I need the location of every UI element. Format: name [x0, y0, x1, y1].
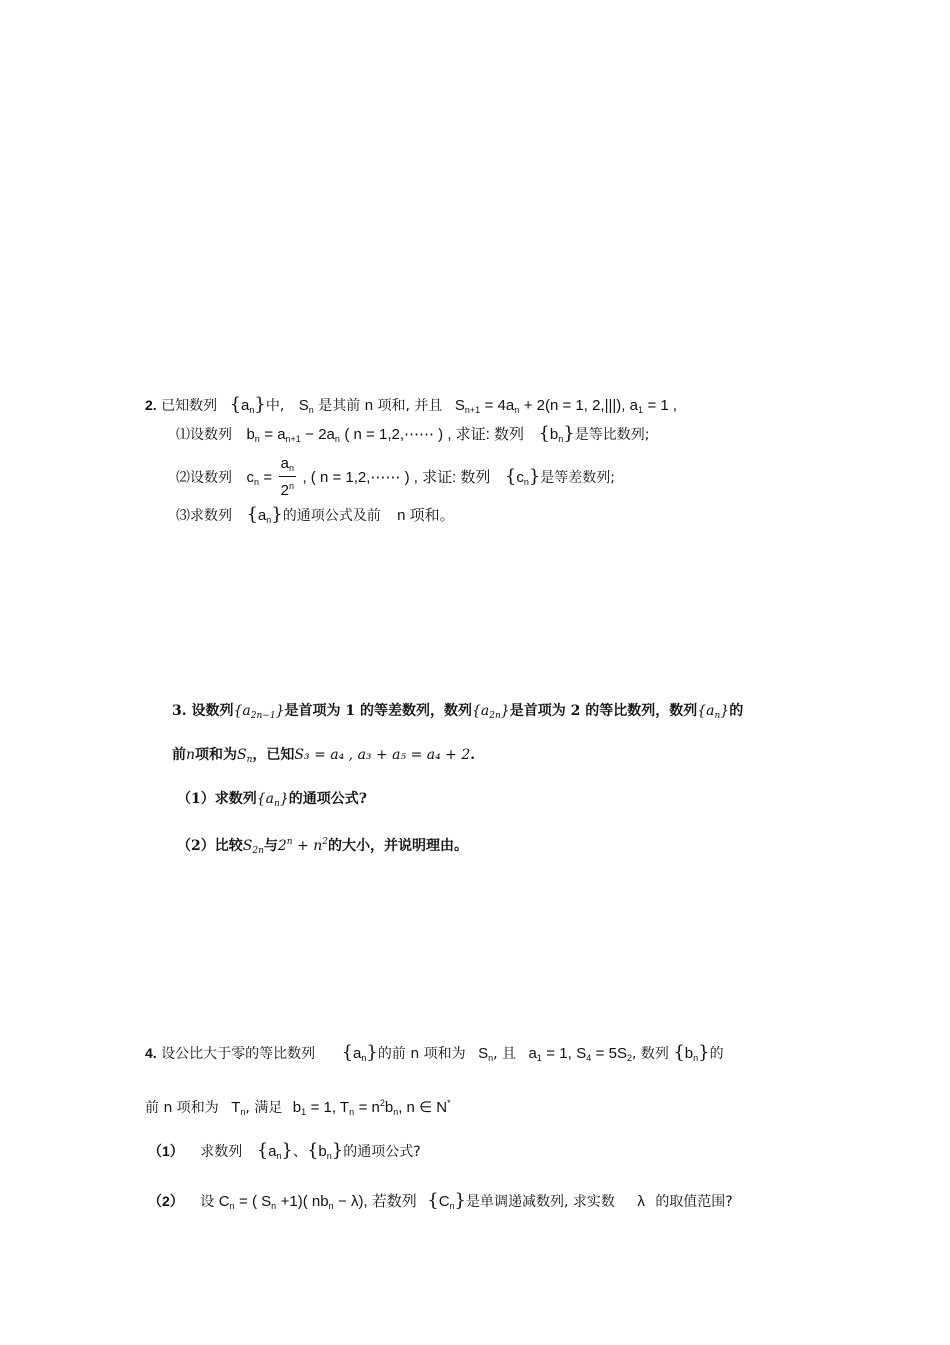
text: 是首项为 2 的等比数列，数列 — [509, 703, 698, 719]
text: 的取值范围? — [655, 1194, 733, 1210]
p3-q1: （1）求数列$\{a_n\}$的通项公式? — [177, 791, 367, 809]
text: 设 — [200, 1194, 215, 1210]
text: − 2a — [305, 426, 335, 443]
text: n 项和。 — [397, 507, 455, 524]
text: C — [218, 1193, 230, 1210]
text: 是等比数列; — [574, 427, 650, 443]
text: T — [231, 1099, 241, 1116]
text: ), a — [616, 397, 638, 414]
text: （2）比较 — [177, 838, 243, 854]
text: = 1, — [546, 1045, 572, 1062]
text: b — [292, 1099, 302, 1116]
p4-number: 4. — [145, 1045, 157, 1061]
text: 已知数列 — [161, 398, 218, 414]
text: 与 — [263, 838, 278, 854]
text: 的 — [729, 703, 744, 719]
text: 中, — [265, 398, 285, 414]
text: （1） — [148, 1143, 184, 1159]
p2-sub2: ⑵设数列 $c_n$ = $\frac{a_n}{2^n}$ , ( n = 1,2,⋯⋯ ) , 求证: 数列 $\{c_n\}$是等差数列; — [176, 455, 616, 499]
text: ( n = 1,2,⋯⋯ ) , 求证: 数列 — [344, 426, 524, 443]
text: n 项和为 — [410, 1046, 466, 1062]
brace: } — [254, 394, 266, 415]
text: 的前 — [377, 1046, 406, 1062]
text: , n ∈ N — [398, 1099, 448, 1116]
text: 2 — [280, 482, 289, 499]
p2-line1: 2. 已知数列 $\{a_n\}$中, $S_n$ 是其前 n 项和, 并且 $S_{n+1} = 4a_n + 2(n = 1$, 2,|||), $a_1 = 1$ , — [145, 394, 678, 415]
text: , 满足 — [245, 1100, 283, 1116]
text: b — [246, 426, 255, 443]
text: 的通项公式? — [343, 1144, 421, 1160]
text: 是等差数列; — [540, 470, 616, 486]
p2-number: 2. — [145, 397, 157, 413]
p4-q1: （1） 求数列 $\{a_n\}$、$\{b_n\}$的通项公式? — [148, 1140, 421, 1161]
text: . — [470, 747, 476, 763]
text: = a — [264, 426, 286, 443]
text: ⑴设数列 — [176, 427, 232, 443]
text: = 4a — [484, 397, 515, 414]
fraction: $\frac{a_n}{2^n}$ — [280, 455, 294, 499]
text: 是其前 — [318, 398, 361, 414]
text: 的通项公式? — [288, 791, 367, 807]
p4-line2: 前 n 项和为 $T_n$, 满足 $b_1 = 1$, $T_n = n^2b_n$, n ∈ N* — [145, 1098, 451, 1117]
text: 的 — [709, 1046, 724, 1062]
text: b — [384, 1099, 394, 1116]
text: = 1 , — [647, 397, 678, 414]
text: − λ), 若数列 — [338, 1193, 417, 1210]
p4-q2: （2） 设 $C_n$ = ( $S_n +1$)( $nb_n - \lambda$), 若数列 $\{C_n\}$是单调递减数列, 求实数 λ 的取值范围? — [148, 1190, 733, 1211]
text: ，已知 — [252, 747, 295, 763]
text: = n — [358, 1099, 380, 1116]
p3-line2: 前n项和为$S_n$，已知S₃ = a₄ , a₃ + a₅ = a₄ + 2. — [172, 747, 476, 765]
text: = 5S — [595, 1045, 627, 1062]
text: （1）求数列 — [177, 791, 257, 807]
text: c — [246, 469, 254, 486]
ellipsis: ||| — [604, 397, 617, 414]
text: 的通项公式及前 — [282, 508, 381, 524]
p4-line1: 4. 设公比大于零的等比数列 $\{a_n\}$的前 n 项和为 $S_n$, 且 $a_1 = 1$, $S_4 = 5S_2$, 数列 $\{b_n\}$的 — [145, 1042, 724, 1063]
p2-sub1: ⑴设数列 $b_n = a_{n+1} - 2a_n$ ( n = 1,2,⋯⋯ ) , 求证: 数列 $\{b_n\}$是等比数列; — [176, 423, 650, 444]
text: S — [478, 1045, 489, 1062]
text: S — [576, 1045, 587, 1062]
text: 设公比大于零的等比数列 — [161, 1046, 316, 1062]
text: 前 n 项和为 — [145, 1100, 219, 1116]
text: = 1, T — [310, 1099, 350, 1116]
text: + 2(n = 1, 2, — [523, 397, 605, 414]
text: +1)( nb — [280, 1193, 329, 1210]
text: 3. 设数列 — [172, 703, 234, 719]
text: , 数列 — [631, 1046, 669, 1062]
text: λ — [637, 1193, 645, 1210]
text: ⑵设数列 — [176, 470, 232, 486]
text: ⑶求数列 — [176, 508, 232, 524]
text: , 且 — [493, 1046, 517, 1062]
text: 的大小，并说明理由。 — [327, 838, 468, 854]
text: 、 — [292, 1144, 307, 1160]
text: S₃ = a₄ , a₃ + a₅ = a₄ + 2 — [294, 747, 471, 763]
text: 项和, 并且 — [377, 398, 443, 414]
text: 是首项为 1 的等差数列，数列 — [284, 703, 472, 719]
p3-line1: 3. 设数列$\{a_{2n-1}\}$是首项为 1 的等差数列，数列$\{a_{2n}\}$是首项为 2 的等比数列，数列$\{a_n\}$的 — [172, 703, 744, 721]
text: a — [280, 455, 289, 472]
text: 是单调递减数列, 求实数 — [466, 1194, 615, 1210]
p2-sub3: ⑶求数列 $\{a_n\}$的通项公式及前 n 项和。 — [176, 504, 455, 525]
text: （2） — [148, 1193, 184, 1209]
text: = ( S — [239, 1193, 272, 1210]
text: 前 — [172, 747, 186, 763]
text: 求数列 — [200, 1144, 243, 1160]
text: = — [263, 469, 273, 486]
brace: { — [229, 394, 242, 415]
text: a — [528, 1045, 537, 1062]
text: , ( n = 1,2,⋯⋯ ) , 求证: 数列 — [302, 469, 491, 486]
p3-q2: （2）比较$S_{2n}$与$2^n + n^2$的大小，并说明理由。 — [177, 837, 468, 856]
text: 项和为 — [195, 747, 238, 763]
